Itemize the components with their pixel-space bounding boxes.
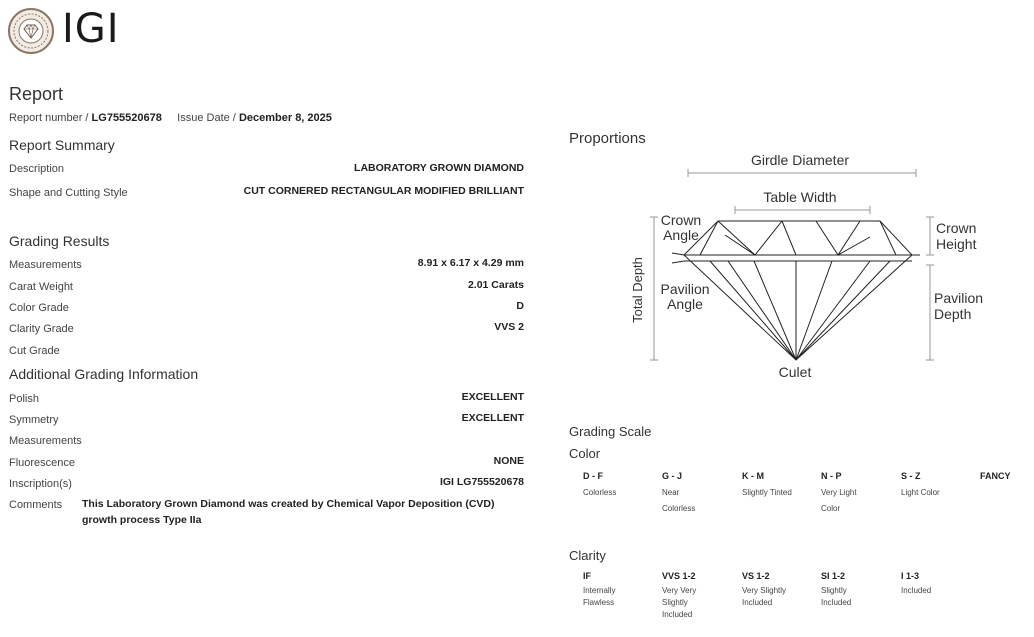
- color-scale-code: K - M: [742, 471, 764, 481]
- color-scale-code: FANCY: [980, 471, 1011, 481]
- symmetry-label: Symmetry: [9, 414, 59, 426]
- grading-results-title: Grading Results: [9, 233, 110, 249]
- igi-seal-logo: [8, 8, 54, 54]
- shape-value: CUT CORNERED RECTANGULAR MODIFIED BRILLIANT: [243, 185, 524, 197]
- report-summary-title: Report Summary: [9, 137, 115, 153]
- polish-value: EXCELLENT: [461, 391, 524, 403]
- color-scale-title: Color: [569, 446, 601, 461]
- shape-label: Shape and Cutting Style: [9, 187, 128, 199]
- table-width-label: Table Width: [763, 189, 837, 205]
- comments-label: Comments: [9, 499, 63, 511]
- clarity-scale-desc: Internally Flawless: [583, 586, 616, 607]
- color-scale-code: G - J: [662, 471, 683, 481]
- crown-height-label-2: Height: [936, 236, 977, 252]
- clarity-scale-code: VVS 1-2: [662, 571, 696, 581]
- carat-weight-value: 2.01 Carats: [467, 279, 524, 291]
- crown-height-label-1: Crown: [936, 220, 977, 236]
- color-scale-desc: Colorless: [583, 488, 617, 497]
- clarity-scale-desc: Very Very Slightly Included: [662, 586, 697, 619]
- color-scale-code: D - F: [583, 471, 603, 481]
- pavilion-depth-label-1: Pavilion: [934, 290, 984, 306]
- clarity-scale-desc: Slightly Included: [821, 586, 852, 607]
- fluorescence-value: NONE: [493, 455, 524, 467]
- additional-info-title: Additional Grading Information: [9, 366, 199, 382]
- pavilion-angle-label-1: Pavilion: [660, 281, 710, 297]
- clarity-scale-desc: Very Slightly Included: [742, 586, 787, 607]
- polish-label: Polish: [9, 393, 39, 405]
- measurements-value: 8.91 x 6.17 x 4.29 mm: [417, 257, 524, 269]
- description-label: Description: [9, 163, 65, 175]
- proportions-title: Proportions: [569, 130, 646, 147]
- crown-angle-label-2: Angle: [663, 227, 699, 243]
- report-meta: [9, 112, 332, 124]
- proportions-diagram: [620, 145, 1020, 385]
- color-grade-value: D: [516, 300, 524, 312]
- total-depth-label: Total Depth: [630, 257, 645, 323]
- symmetry-value: EXCELLENT: [461, 412, 524, 424]
- clarity-grade-value: VVS 2: [494, 321, 524, 333]
- culet-label: Culet: [778, 364, 812, 380]
- carat-weight-label: Carat Weight: [9, 281, 73, 293]
- pavilion-angle-label-2: Angle: [667, 296, 703, 312]
- color-grade-label: Color Grade: [9, 302, 69, 314]
- report-number: LG755520678: [91, 112, 162, 124]
- issue-date: December 8, 2025: [238, 112, 332, 124]
- report-number-label: Report number /: [9, 112, 89, 124]
- color-scale-desc: Slightly Tinted: [742, 488, 792, 497]
- measurements-label: Measurements: [9, 259, 82, 271]
- color-scale-desc: Very Light Color: [821, 488, 857, 513]
- color-scale-code: S - Z: [901, 471, 921, 481]
- issue-date-label: Issue Date /: [177, 112, 236, 124]
- clarity-scale-desc: Included: [901, 586, 932, 595]
- comments-value: This Laboratory Grown Diamond was created by Chemical Vapor Deposition (CVD) growth process Type IIa: [82, 498, 495, 526]
- description-value: LABORATORY GROWN DIAMOND: [354, 162, 524, 174]
- fluorescence-label: Fluorescence: [9, 457, 76, 469]
- clarity-scale-title: Clarity: [569, 548, 606, 563]
- report-title: Report: [9, 84, 64, 104]
- cut-grade-label: Cut Grade: [9, 345, 60, 357]
- additional-measurements-label: Measurements: [9, 435, 82, 447]
- grading-scale-title: Grading Scale: [569, 424, 652, 439]
- clarity-scale-code: SI 1-2: [821, 571, 846, 581]
- brand-logo-text: IGI: [62, 6, 120, 52]
- color-scale-desc: Near Colorless: [662, 488, 696, 513]
- inscription-label: Inscription(s): [9, 478, 72, 490]
- clarity-scale-code: I 1-3: [901, 571, 920, 581]
- color-scale-desc: Light Color: [901, 488, 940, 497]
- pavilion-depth-label-2: Depth: [934, 306, 972, 322]
- clarity-scale-code: VS 1-2: [742, 571, 770, 581]
- clarity-scale-code: IF: [583, 571, 591, 581]
- girdle-diameter-label: Girdle Diameter: [750, 152, 850, 168]
- inscription-value: IGI LG755520678: [439, 476, 524, 488]
- color-scale-code: N - P: [821, 471, 842, 481]
- crown-angle-label-1: Crown: [660, 212, 702, 228]
- clarity-grade-label: Clarity Grade: [9, 323, 74, 335]
